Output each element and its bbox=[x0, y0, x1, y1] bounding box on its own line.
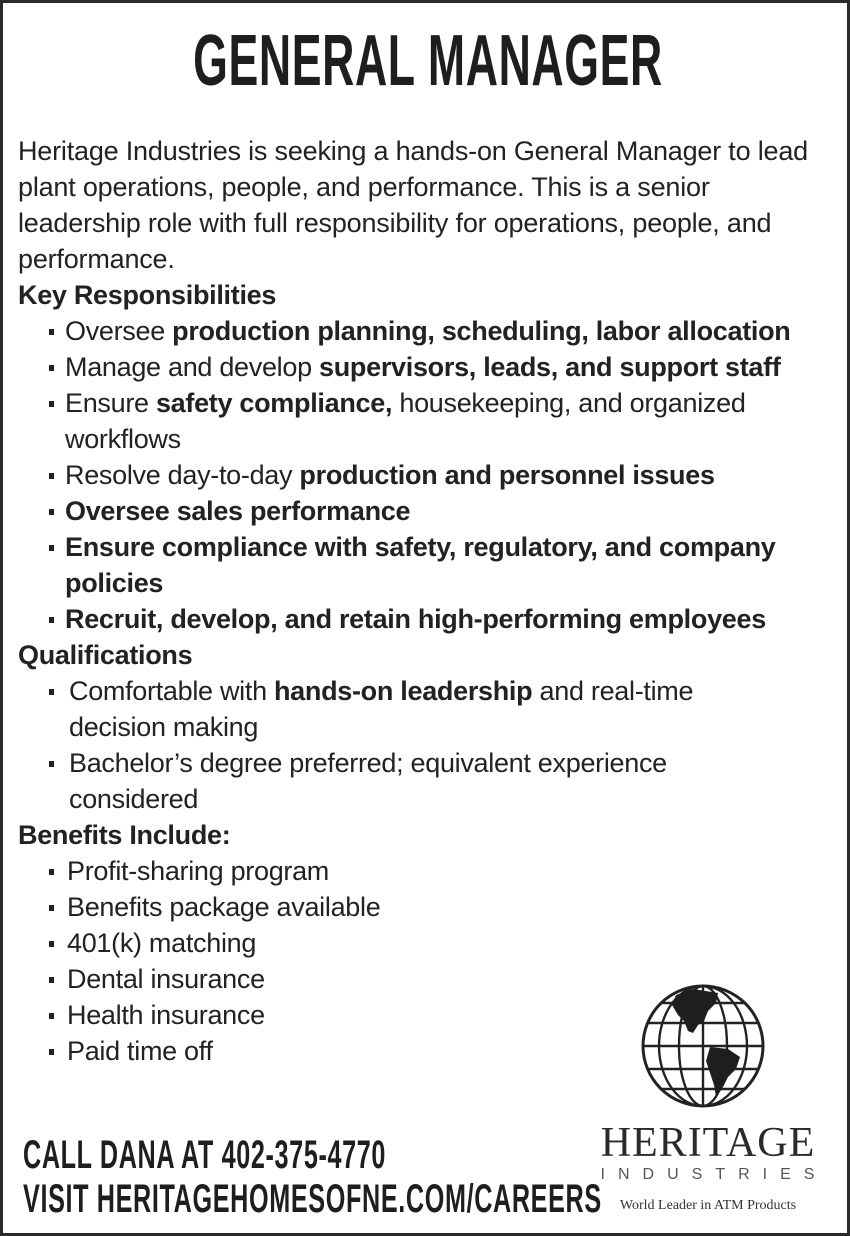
bullet-icon bbox=[49, 977, 54, 983]
bullet-icon bbox=[49, 401, 54, 407]
bullet-icon bbox=[49, 329, 54, 335]
intro-paragraph: Heritage Industries is seeking a hands-on General Manager to lead plant operations, people, and performance. This is a senior leadership role with full responsibility for operations, people, and performance. bbox=[18, 136, 808, 274]
list-item: Resolve day-to-day production and personnel issues bbox=[18, 457, 848, 493]
responsibilities-list bbox=[18, 313, 848, 637]
list-item: Comfortable with hands-on leadership and real-time decision making bbox=[18, 673, 778, 745]
bullet-icon bbox=[49, 1049, 54, 1055]
list-item: Manage and develop supervisors, leads, and support staff bbox=[18, 349, 848, 385]
list-item: Oversee sales performance bbox=[18, 493, 848, 529]
list-item: Benefits package available bbox=[18, 889, 848, 925]
list-item: Dental insurance bbox=[18, 961, 848, 997]
bullet-icon bbox=[49, 689, 54, 695]
bullet-icon bbox=[49, 509, 54, 515]
heritage-logo bbox=[563, 978, 850, 1228]
list-item: Oversee production planning, scheduling, labor allocation bbox=[18, 313, 848, 349]
bullet-icon bbox=[49, 1013, 54, 1019]
bullet-icon bbox=[49, 545, 54, 551]
list-item: Ensure compliance with safety, regulatory, and company policies bbox=[18, 529, 848, 601]
bullet-icon bbox=[49, 365, 54, 371]
globe-icon bbox=[638, 981, 768, 1111]
list-item: Bachelor’s degree preferred; equivalent experience considered bbox=[18, 745, 778, 817]
list-item: Recruit, develop, and retain high-performing employees bbox=[18, 601, 848, 637]
bullet-icon bbox=[49, 617, 54, 623]
bullet-icon bbox=[49, 473, 54, 479]
qualifications-heading: Qualifications bbox=[18, 640, 193, 670]
bullet-icon bbox=[49, 905, 54, 911]
bullet-icon bbox=[49, 761, 54, 767]
list-item: Paid time off bbox=[18, 1033, 848, 1069]
call-text: CALL DANA AT 402-375-4770 bbox=[23, 1133, 387, 1177]
logo-subtitle: INDUSTRIES bbox=[600, 1166, 828, 1183]
benefits-heading: Benefits Include: bbox=[18, 820, 231, 850]
bullet-icon bbox=[49, 941, 54, 947]
qualifications-list bbox=[18, 673, 778, 817]
list-item: Ensure safety compliance, housekeeping, and organized workflows bbox=[18, 385, 848, 457]
website-link[interactable]: VISIT HERITAGEHOMESOFNE.COM/CAREERS bbox=[23, 1177, 602, 1221]
logo-tagline: World Leader in ATM Products bbox=[619, 1198, 797, 1213]
page-title: GENERAL MANAGER bbox=[193, 21, 663, 101]
responsibilities-heading: Key Responsibilities bbox=[18, 280, 277, 310]
contact-block bbox=[23, 1133, 602, 1221]
list-item: Profit-sharing program bbox=[18, 853, 848, 889]
ad-body bbox=[18, 133, 848, 1069]
logo-name: HERITAGE bbox=[600, 1120, 816, 1166]
list-item: Health insurance bbox=[18, 997, 848, 1033]
bullet-icon bbox=[49, 869, 54, 875]
list-item: 401(k) matching bbox=[18, 925, 848, 961]
